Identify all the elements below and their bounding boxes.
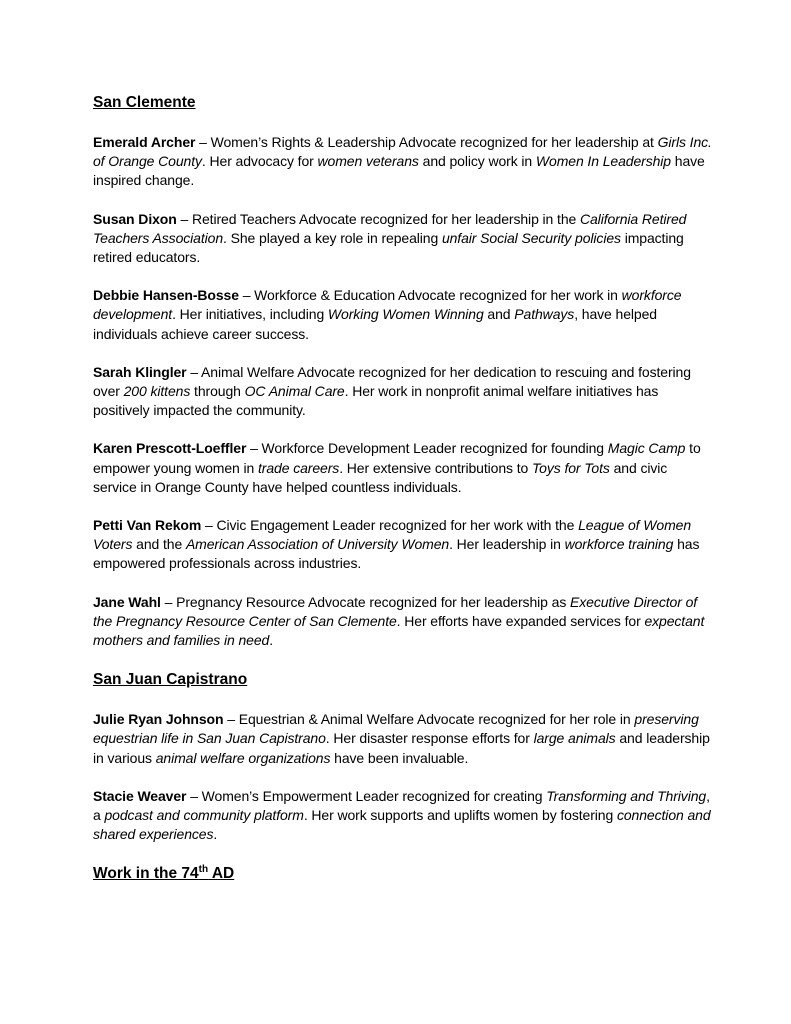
body-text: .: [213, 826, 218, 843]
italic-text: workforce development: [93, 287, 682, 323]
honoree-entry: [93, 516, 713, 574]
honoree-name: Julie Ryan Johnson: [93, 711, 224, 728]
italic-text: connection and shared experiences: [93, 807, 711, 843]
body-text: have been invaluable.: [330, 749, 469, 766]
italic-text: OC Animal Care: [244, 383, 345, 400]
italic-text: trade careers: [258, 459, 340, 476]
honoree-entry: [93, 286, 713, 344]
document-body: [93, 92, 713, 844]
body-text: . Her advocacy for: [201, 153, 318, 170]
italic-text: workforce training: [564, 536, 674, 553]
section-heading: San Clemente: [93, 94, 196, 111]
body-text: , a: [93, 787, 710, 824]
body-text: through: [190, 383, 245, 400]
honoree-name: Jane Wahl: [93, 593, 161, 610]
body-text: – Retired Teachers Advocate recognized for her leadership in the: [176, 210, 580, 227]
italic-text: Girls Inc. of Orange County: [93, 134, 712, 170]
heading-prefix: Work in the 74: [93, 865, 199, 883]
honoree-entry: [93, 133, 713, 191]
italic-text: women veterans: [317, 153, 419, 170]
italic-text: Women In Leadership: [535, 153, 671, 170]
honoree-name: Petti Van Rekom: [93, 517, 202, 534]
body-text: to empower young women in: [93, 440, 701, 476]
body-text: and: [483, 306, 515, 323]
honoree-name: Susan Dixon: [93, 210, 177, 227]
body-text: . Her leadership in: [449, 536, 565, 553]
body-text: . Her disaster response efforts for: [325, 730, 534, 747]
honoree-name: Sarah Klingler: [93, 363, 187, 380]
italic-text: Pathways: [514, 306, 575, 323]
body-text: and leadership in various: [93, 730, 710, 766]
italic-text: Magic Camp: [607, 440, 686, 457]
body-text: – Workforce Development Leader recognized for founding: [246, 440, 608, 457]
italic-text: League of Women Voters: [93, 517, 692, 553]
italic-text: unfair Social Security policies: [441, 229, 621, 246]
body-text: .: [269, 632, 273, 649]
honoree-entry: [93, 787, 713, 845]
body-text: . Her extensive contributions to: [339, 459, 532, 476]
body-text: , have helped individuals achieve career success.: [93, 306, 657, 342]
body-text: and the: [132, 536, 186, 553]
italic-text: expectant mothers and families in need: [93, 612, 705, 649]
body-text: have inspired change.: [93, 153, 705, 189]
honoree-name: Debbie Hansen-Bosse: [93, 287, 239, 304]
honoree-entry: [93, 210, 713, 268]
body-text: – Animal Welfare Advocate recognized for her dedication to rescuing and fostering over: [93, 363, 691, 400]
body-text: – Workforce & Education Advocate recognized for her work in: [238, 287, 622, 304]
italic-text: Transforming and Thriving: [546, 787, 707, 804]
heading-superscript: th: [198, 864, 209, 876]
honoree-name: Stacie Weaver: [93, 787, 187, 804]
body-text: – Equestrian & Animal Welfare Advocate recognized for her role in: [223, 711, 635, 728]
body-text: . Her initiatives, including: [172, 306, 328, 323]
honoree-entry: [93, 593, 713, 651]
section-heading: San Juan Capistrano: [93, 671, 248, 689]
honoree-entry: [93, 710, 713, 768]
italic-text: Toys for Tots: [532, 459, 610, 476]
body-text: – Women’s Empowerment Leader recognized for creating: [186, 787, 547, 804]
honoree-name: Karen Prescott-Loeffler: [93, 440, 247, 457]
italic-text: American Association of University Women: [185, 536, 450, 553]
body-text: – Civic Engagement Leader recognized for her work with the: [201, 517, 579, 534]
honoree-name: Emerald Archer: [93, 134, 196, 150]
document-page: [93, 92, 713, 904]
honoree-entry: [93, 439, 713, 497]
body-text: and policy work in: [418, 153, 536, 170]
body-text: – Women’s Rights & Leadership Advocate recognized for her leadership at: [195, 134, 658, 150]
body-text: impacting retired educators.: [93, 229, 684, 266]
italic-text: large animals: [533, 730, 616, 747]
body-text: . Her work supports and uplifts women by fostering: [303, 807, 617, 824]
italic-text: 200 kittens: [123, 383, 191, 400]
honoree-entry: [93, 363, 713, 421]
italic-text: preserving equestrian life in San Juan Capistrano: [93, 711, 699, 747]
body-text: . Her work in nonprofit animal welfare initiatives has positively impacted the community.: [93, 383, 659, 419]
body-text: and civic service in Orange County have helped countless individuals.: [93, 459, 668, 495]
heading-suffix: AD: [208, 865, 235, 883]
italic-text: Working Women Winning: [327, 306, 484, 323]
italic-text: California Retired Teachers Association: [93, 210, 687, 246]
body-text: . Her efforts have expanded services for: [396, 612, 645, 629]
body-text: – Pregnancy Resource Advocate recognized for her leadership as: [160, 593, 571, 610]
body-text: . She played a key role in repealing: [223, 229, 442, 246]
italic-text: animal welfare organizations: [155, 749, 331, 766]
italic-text: Executive Director of the Pregnancy Resource Center of San Clemente: [93, 593, 698, 629]
body-text: has empowered professionals across industries.: [93, 536, 700, 572]
italic-text: podcast and community platform: [104, 807, 304, 824]
section-heading-work-in-the-74th-ad: [93, 863, 713, 885]
